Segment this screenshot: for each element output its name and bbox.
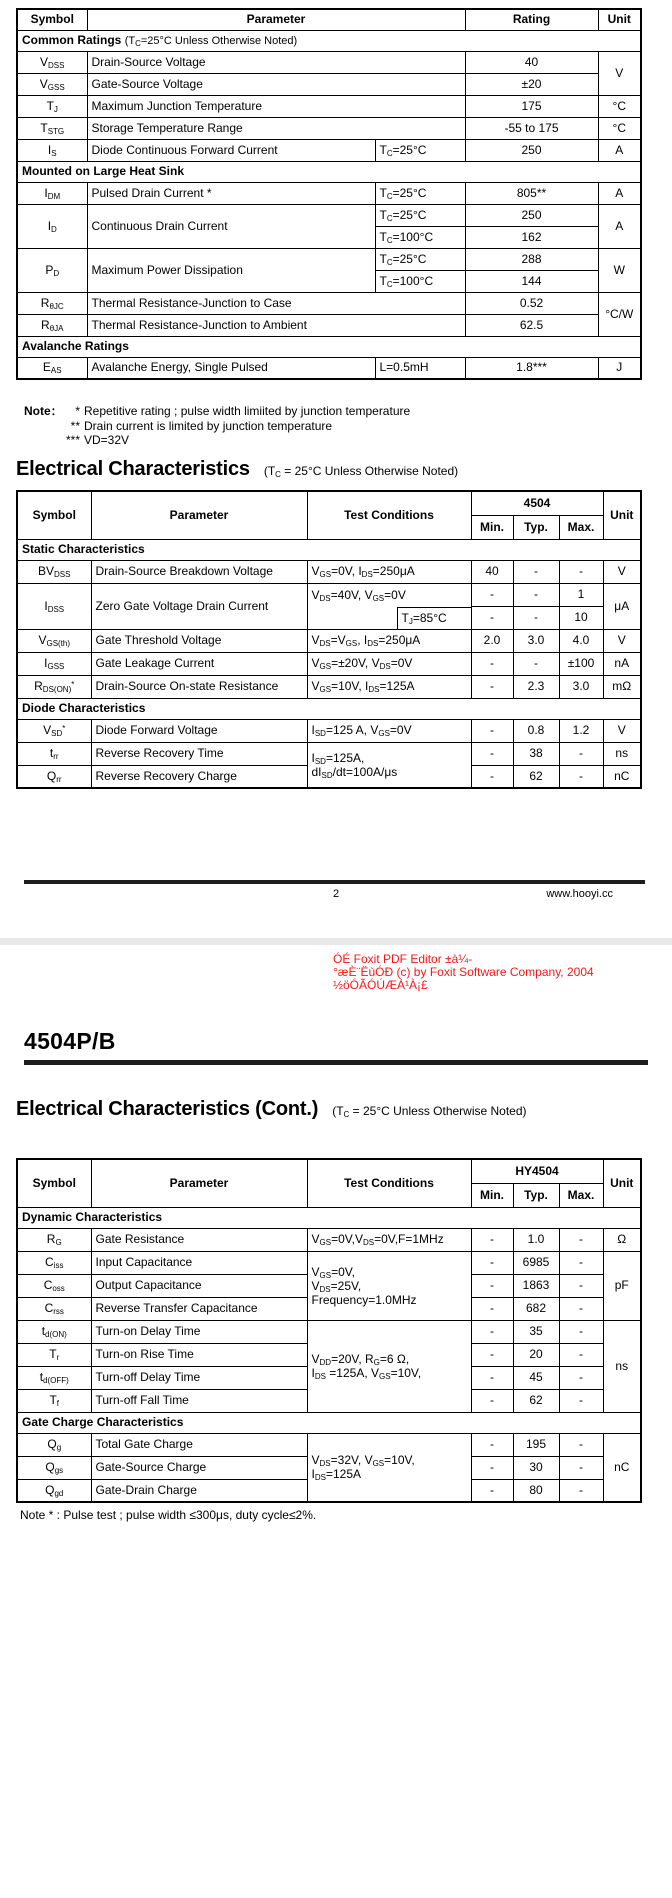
note-text: Repetitive rating ; pulse width limiited by junction temperature — [84, 404, 411, 418]
cell-min: - — [471, 1389, 513, 1412]
col-header-unit: Unit — [603, 491, 641, 539]
cell-symbol: $Q_{gs}$ — [17, 1456, 91, 1479]
cell-symbol: $I_{DM}$ — [17, 182, 87, 204]
cell-unit: A — [598, 139, 641, 161]
table-row — [17, 1251, 641, 1274]
note-text: VD=32V — [84, 433, 130, 447]
cell-max: - — [559, 1297, 603, 1320]
col-header-unit: Unit — [603, 1159, 641, 1207]
cell-parameter: Reverse Recovery Time — [91, 742, 307, 765]
cell-symbol: $E_{AS}$ — [17, 357, 87, 379]
cell-symbol: $C_{oss}$ — [17, 1274, 91, 1297]
cell-typ: 195 — [513, 1433, 559, 1456]
cell-parameter: Thermal Resistance-Junction to Case — [87, 292, 465, 314]
cell-max: - — [559, 1228, 603, 1251]
table-row — [17, 1320, 641, 1343]
section-title: Mounted on Large Heat Sink — [17, 161, 641, 182]
test-condition-main: $V_{DS}=40V$, $V_{GS}=0V$ — [311, 587, 406, 603]
col-header-max: Max. — [559, 515, 603, 539]
cell-unit: A — [598, 204, 641, 248]
cell-min: - — [471, 742, 513, 765]
cell-min: - — [471, 765, 513, 788]
cell-condition: $T_C=100^\circ C$ — [375, 226, 465, 248]
cell-max: - — [559, 1251, 603, 1274]
cell-test-conditions: $I_{SD}=125$ A, $V_{GS}=0V$ — [307, 719, 471, 742]
cell-typ: - — [513, 560, 559, 583]
cell-rating: -55 to 175 — [465, 117, 598, 139]
website-link: www.hooyi.cc — [546, 888, 613, 900]
col-header-min: Min. — [471, 1183, 513, 1207]
cell-symbol: $P_D$ — [17, 248, 87, 292]
cell-symbol: $V_{GS(th)}$ — [17, 629, 91, 652]
cell-parameter: Input Capacitance — [91, 1251, 307, 1274]
cell-symbol: $T_f$ — [17, 1389, 91, 1412]
col-header-symbol: Symbol — [17, 491, 91, 539]
cell-unit: μA — [603, 583, 641, 629]
cell-typ: 35 — [513, 1320, 559, 1343]
cell-unit: V — [603, 629, 641, 652]
col-header-parameter: Parameter — [87, 9, 465, 30]
col-header-unit: Unit — [598, 9, 641, 30]
table-row — [17, 51, 641, 73]
cell-unit: ns — [603, 742, 641, 765]
cell-typ: 62 — [513, 765, 559, 788]
cell-typ: 30 — [513, 1456, 559, 1479]
cell-min: 40 — [471, 560, 513, 583]
cell-unit: mΩ — [603, 675, 641, 698]
cell-test-conditions: $V_{GS}=0V,V_{DS}=0V,F=1MHz$ — [307, 1228, 471, 1251]
cell-test-conditions: $V_{GS}=10V$, $I_{DS}=125A$ — [307, 675, 471, 698]
col-header-parameter: Parameter — [91, 1159, 307, 1207]
cell-parameter: Turn-off Delay Time — [91, 1366, 307, 1389]
col-header-device: 4504 — [471, 491, 603, 515]
cell-rating: 0.52 — [465, 292, 598, 314]
cell-rating: 62.5 — [465, 314, 598, 336]
section-row-diode — [17, 698, 641, 719]
cell-test-conditions — [307, 583, 471, 629]
footer-rule — [24, 880, 645, 884]
section-row-common-ratings — [17, 30, 641, 51]
cell-parameter: Gate-Source Voltage — [87, 73, 465, 95]
cell-rating: 250 — [465, 139, 598, 161]
col-header-symbol: Symbol — [17, 1159, 91, 1207]
watermark-line: ½öÓÃÓÚÆÀ¹À¡£ — [333, 978, 428, 993]
cell-unit: °C/W — [598, 292, 641, 336]
cell-unit: V — [598, 51, 641, 95]
section-title: Dynamic Characteristics — [17, 1207, 641, 1228]
cell-min: - — [471, 1228, 513, 1251]
cell-parameter: Gate-Source Charge — [91, 1456, 307, 1479]
cell-test-conditions: $V_{GS}=0V$, $I_{DS}=250\mu A$ — [307, 560, 471, 583]
cell-max: - — [559, 1479, 603, 1502]
cell-min: 2.0 — [471, 629, 513, 652]
cell-condition: $T_C=25^\circ C$ — [375, 248, 465, 270]
cell-max: 10 — [559, 606, 603, 629]
cell-typ: 6985 — [513, 1251, 559, 1274]
title-rule — [24, 1060, 648, 1065]
cell-typ: 682 — [513, 1297, 559, 1320]
page-title: Electrical Characteristics — [16, 458, 250, 480]
foxit-watermark — [333, 953, 594, 993]
cell-min: - — [471, 1251, 513, 1274]
cell-max: 4.0 — [559, 629, 603, 652]
cell-test-conditions: $V_{GS}=\pm 20V$, $V_{DS}=0V$ — [307, 652, 471, 675]
table-row — [17, 629, 641, 652]
table-row — [17, 1433, 641, 1456]
heading-condition-note: ($T_C = 25^\circ C$ Unless Otherwise Noted) — [263, 464, 459, 479]
dynamic-characteristics-table — [16, 1158, 642, 1503]
cell-unit: V — [603, 719, 641, 742]
cell-symbol: $V_{DSS}$ — [17, 51, 87, 73]
cell-parameter: Storage Temperature Range — [87, 117, 465, 139]
cell-symbol: $T_r$ — [17, 1343, 91, 1366]
cell-symbol: $t_{d(OFF)}$ — [17, 1366, 91, 1389]
col-header-test-conditions: Test Conditions — [307, 1159, 471, 1207]
note-mark: * — [75, 404, 80, 418]
cell-symbol: $Q_g$ — [17, 1433, 91, 1456]
electrical-characteristics-heading — [16, 458, 458, 481]
table-row — [17, 560, 641, 583]
cell-parameter: Drain-Source On-state Resistance — [91, 675, 307, 698]
table-row — [17, 719, 641, 742]
cell-typ: 38 — [513, 742, 559, 765]
ratings-notes — [24, 404, 624, 448]
section-row-static — [17, 539, 641, 560]
cell-min: - — [471, 652, 513, 675]
cell-symbol: $C_{rss}$ — [17, 1297, 91, 1320]
watermark-line: ÓÉ Foxit PDF Editor ±à¼- — [333, 952, 473, 966]
page-separator — [0, 938, 672, 945]
cell-min: - — [471, 1343, 513, 1366]
cell-typ: - — [513, 606, 559, 629]
cell-max: - — [559, 742, 603, 765]
cell-test-conditions: $V_{GS}=0V$, $V_{DS}=25V$, Frequency=1.0MHz — [307, 1251, 471, 1320]
col-header-min: Min. — [471, 515, 513, 539]
cell-condition: $T_C=100^\circ C$ — [375, 270, 465, 292]
cell-unit: °C — [598, 95, 641, 117]
cell-max: - — [559, 1389, 603, 1412]
cell-unit: V — [603, 560, 641, 583]
cell-min: - — [471, 1366, 513, 1389]
cell-rating: 250 — [465, 204, 598, 226]
cell-symbol: $Q_{rr}$ — [17, 765, 91, 788]
cell-test-conditions: $V_{DS}=32V$, $V_{GS}=10V$, $I_{DS}=125A$ — [307, 1433, 471, 1502]
cell-typ: 45 — [513, 1366, 559, 1389]
cell-typ: - — [513, 652, 559, 675]
table-header-row — [17, 9, 641, 30]
cell-rating: 162 — [465, 226, 598, 248]
cell-unit: A — [598, 182, 641, 204]
cell-parameter: Turn-on Rise Time — [91, 1343, 307, 1366]
table-row — [17, 139, 641, 161]
note-line — [24, 404, 624, 419]
cell-typ: 2.3 — [513, 675, 559, 698]
cell-parameter: Maximum Junction Temperature — [87, 95, 465, 117]
cell-symbol: $R_{DS(ON)}^*$ — [17, 675, 91, 698]
note-line — [24, 419, 624, 434]
heading-condition-note: ($T_C = 25^\circ C$ Unless Otherwise Noted) — [332, 1104, 527, 1119]
note-mark: ** — [70, 418, 80, 433]
cell-rating: 1.8*** — [465, 357, 598, 379]
cell-typ: 3.0 — [513, 629, 559, 652]
table-row — [17, 117, 641, 139]
cell-unit: nC — [603, 765, 641, 788]
page-title: Electrical Characteristics (Cont.) — [16, 1098, 319, 1120]
cell-unit: Ω — [603, 1228, 641, 1251]
cell-parameter: Avalanche Energy, Single Pulsed — [87, 357, 375, 379]
cell-parameter: Thermal Resistance-Junction to Ambient — [87, 314, 465, 336]
cell-min: - — [471, 1433, 513, 1456]
cell-symbol: $V_{GSS}$ — [17, 73, 87, 95]
table-row — [17, 73, 641, 95]
cell-parameter: Gate Threshold Voltage — [91, 629, 307, 652]
cell-symbol: $T_{STG}$ — [17, 117, 87, 139]
cell-parameter: Turn-off Fall Time — [91, 1389, 307, 1412]
watermark-line: °æÈ¨ËùÓÐ (c) by Foxit Software Company, 2004 — [333, 965, 594, 980]
table-row — [17, 1228, 641, 1251]
section-note: ($T_C=25^\circ C$ Unless Otherwise Noted) — [124, 34, 298, 48]
cell-symbol: $R_G$ — [17, 1228, 91, 1251]
cell-parameter: Pulsed Drain Current * — [87, 182, 375, 204]
cell-condition: $T_C=25^\circ C$ — [375, 182, 465, 204]
electrical-characteristics-table — [16, 490, 642, 789]
cell-min: - — [471, 583, 513, 606]
cell-typ: 80 — [513, 1479, 559, 1502]
col-header-rating: Rating — [465, 9, 598, 30]
cell-symbol: $t_{rr}$ — [17, 742, 91, 765]
test-condition-sub: $T_J=85^\circ C$ — [397, 607, 471, 629]
table-row — [17, 583, 641, 606]
cell-max: - — [559, 1366, 603, 1389]
cell-min: - — [471, 719, 513, 742]
cell-min: - — [471, 675, 513, 698]
cell-parameter: Maximum Power Dissipation — [87, 248, 375, 292]
table-row — [17, 182, 641, 204]
cell-unit: W — [598, 248, 641, 292]
cell-parameter: Turn-on Delay Time — [91, 1320, 307, 1343]
cell-rating: 144 — [465, 270, 598, 292]
cell-symbol: $BV_{DSS}$ — [17, 560, 91, 583]
cell-max: - — [559, 1456, 603, 1479]
cell-parameter: Reverse Transfer Capacitance — [91, 1297, 307, 1320]
pulse-test-note: Note * : Pulse test ; pulse width ≤300μs, duty cycle≤2%. — [20, 1508, 317, 1522]
note-label: Note： — [24, 404, 63, 418]
cell-symbol: $C_{iss}$ — [17, 1251, 91, 1274]
col-header-parameter: Parameter — [91, 491, 307, 539]
cell-condition: L=0.5mH — [375, 357, 465, 379]
section-title: Diode Characteristics — [17, 698, 641, 719]
table-row — [17, 204, 641, 226]
cell-parameter: Reverse Recovery Charge — [91, 765, 307, 788]
cell-symbol: $Q_{gd}$ — [17, 1479, 91, 1502]
cell-symbol: $I_D$ — [17, 204, 87, 248]
note-mark: *** — [65, 433, 80, 447]
cell-symbol: $R_{\theta JA}$ — [17, 314, 87, 336]
table-row — [17, 675, 641, 698]
cell-parameter: Output Capacitance — [91, 1274, 307, 1297]
section-row-dynamic — [17, 1207, 641, 1228]
cell-parameter: Gate Resistance — [91, 1228, 307, 1251]
cell-unit: ns — [603, 1320, 641, 1412]
table-row — [17, 314, 641, 336]
cell-parameter: Zero Gate Voltage Drain Current — [91, 583, 307, 629]
section-row-heatsink — [17, 161, 641, 182]
cell-unit: nA — [603, 652, 641, 675]
cell-test-conditions: $V_{DD}=20V$, $R_G=6$ Ω, $I_{DS} =125A$, $V_{GS}=10V$, — [307, 1320, 471, 1412]
cell-parameter: Continuous Drain Current — [87, 204, 375, 248]
cell-typ: 20 — [513, 1343, 559, 1366]
cell-parameter: Gate Leakage Current — [91, 652, 307, 675]
col-header-typ: Typ. — [513, 515, 559, 539]
cell-max: 1.2 — [559, 719, 603, 742]
cell-parameter: Diode Forward Voltage — [91, 719, 307, 742]
cell-max: - — [559, 560, 603, 583]
cell-max: - — [559, 765, 603, 788]
cell-min: - — [471, 1274, 513, 1297]
table-header-row — [17, 491, 641, 515]
section-title: Gate Charge Characteristics — [17, 1412, 641, 1433]
cell-typ: 0.8 — [513, 719, 559, 742]
maximum-ratings-table — [16, 8, 642, 380]
cell-parameter: Diode Continuous Forward Current — [87, 139, 375, 161]
cell-min: - — [471, 1297, 513, 1320]
col-header-test-conditions: Test Conditions — [307, 491, 471, 539]
cell-max: - — [559, 1433, 603, 1456]
cell-max: - — [559, 1343, 603, 1366]
cell-max: 1 — [559, 583, 603, 606]
cell-symbol: $R_{\theta JC}$ — [17, 292, 87, 314]
cell-max: 3.0 — [559, 675, 603, 698]
cell-typ: 62 — [513, 1389, 559, 1412]
section-row-avalanche — [17, 336, 641, 357]
note-text: Drain current is limited by junction temperature — [84, 418, 333, 433]
cell-unit: pF — [603, 1251, 641, 1320]
cell-condition: $T_C=25^\circ C$ — [375, 139, 465, 161]
col-header-typ: Typ. — [513, 1183, 559, 1207]
cell-symbol: $t_{d(ON)}$ — [17, 1320, 91, 1343]
table-header-row — [17, 1159, 641, 1183]
table-row — [17, 652, 641, 675]
cell-typ: 1.0 — [513, 1228, 559, 1251]
section-title: Common Ratings — [22, 32, 122, 47]
cell-min: - — [471, 1320, 513, 1343]
table-row — [17, 292, 641, 314]
col-header-device: HY4504 — [471, 1159, 603, 1183]
cell-min: - — [471, 1456, 513, 1479]
cell-condition: $T_C=25^\circ C$ — [375, 204, 465, 226]
electrical-characteristics-cont-heading — [16, 1098, 527, 1121]
cell-max: - — [559, 1320, 603, 1343]
cell-parameter: Gate-Drain Charge — [91, 1479, 307, 1502]
cell-parameter: Drain-Source Voltage — [87, 51, 465, 73]
cell-max: - — [559, 1274, 603, 1297]
table-row — [17, 742, 641, 765]
page-number: 2 — [332, 888, 340, 900]
cell-min: - — [471, 606, 513, 629]
cell-rating: 288 — [465, 248, 598, 270]
cell-parameter: Total Gate Charge — [91, 1433, 307, 1456]
cell-rating: 40 — [465, 51, 598, 73]
note-line — [24, 433, 624, 448]
cell-unit: nC — [603, 1433, 641, 1502]
section-row-gate-charge — [17, 1412, 641, 1433]
cell-parameter: Drain-Source Breakdown Voltage — [91, 560, 307, 583]
cell-unit: °C — [598, 117, 641, 139]
cell-symbol: $I_S$ — [17, 139, 87, 161]
cell-rating: ±20 — [465, 73, 598, 95]
cell-symbol: $I_{GSS}$ — [17, 652, 91, 675]
cell-max: ±100 — [559, 652, 603, 675]
cell-symbol: $T_J$ — [17, 95, 87, 117]
col-header-max: Max. — [559, 1183, 603, 1207]
table-row — [17, 248, 641, 270]
section-title: Static Characteristics — [17, 539, 641, 560]
cell-rating: 805** — [465, 182, 598, 204]
cell-typ: - — [513, 583, 559, 606]
cell-test-conditions: $V_{DS}=V_{GS}$, $I_{DS}=250\mu A$ — [307, 629, 471, 652]
cell-symbol: $V_{SD}^*$ — [17, 719, 91, 742]
cell-rating: 175 — [465, 95, 598, 117]
cell-test-conditions: $I_{SD}=125A$, $dI_{SD}/dt=100A/\mu s$ — [307, 742, 471, 788]
cell-unit: J — [598, 357, 641, 379]
table-row — [17, 357, 641, 379]
section-title: Avalanche Ratings — [17, 336, 641, 357]
cell-symbol: $I_{DSS}$ — [17, 583, 91, 629]
col-header-symbol: Symbol — [17, 9, 87, 30]
table-row — [17, 95, 641, 117]
cell-min: - — [471, 1479, 513, 1502]
part-number-title: 4504P/B — [24, 1028, 116, 1054]
cell-typ: 1863 — [513, 1274, 559, 1297]
